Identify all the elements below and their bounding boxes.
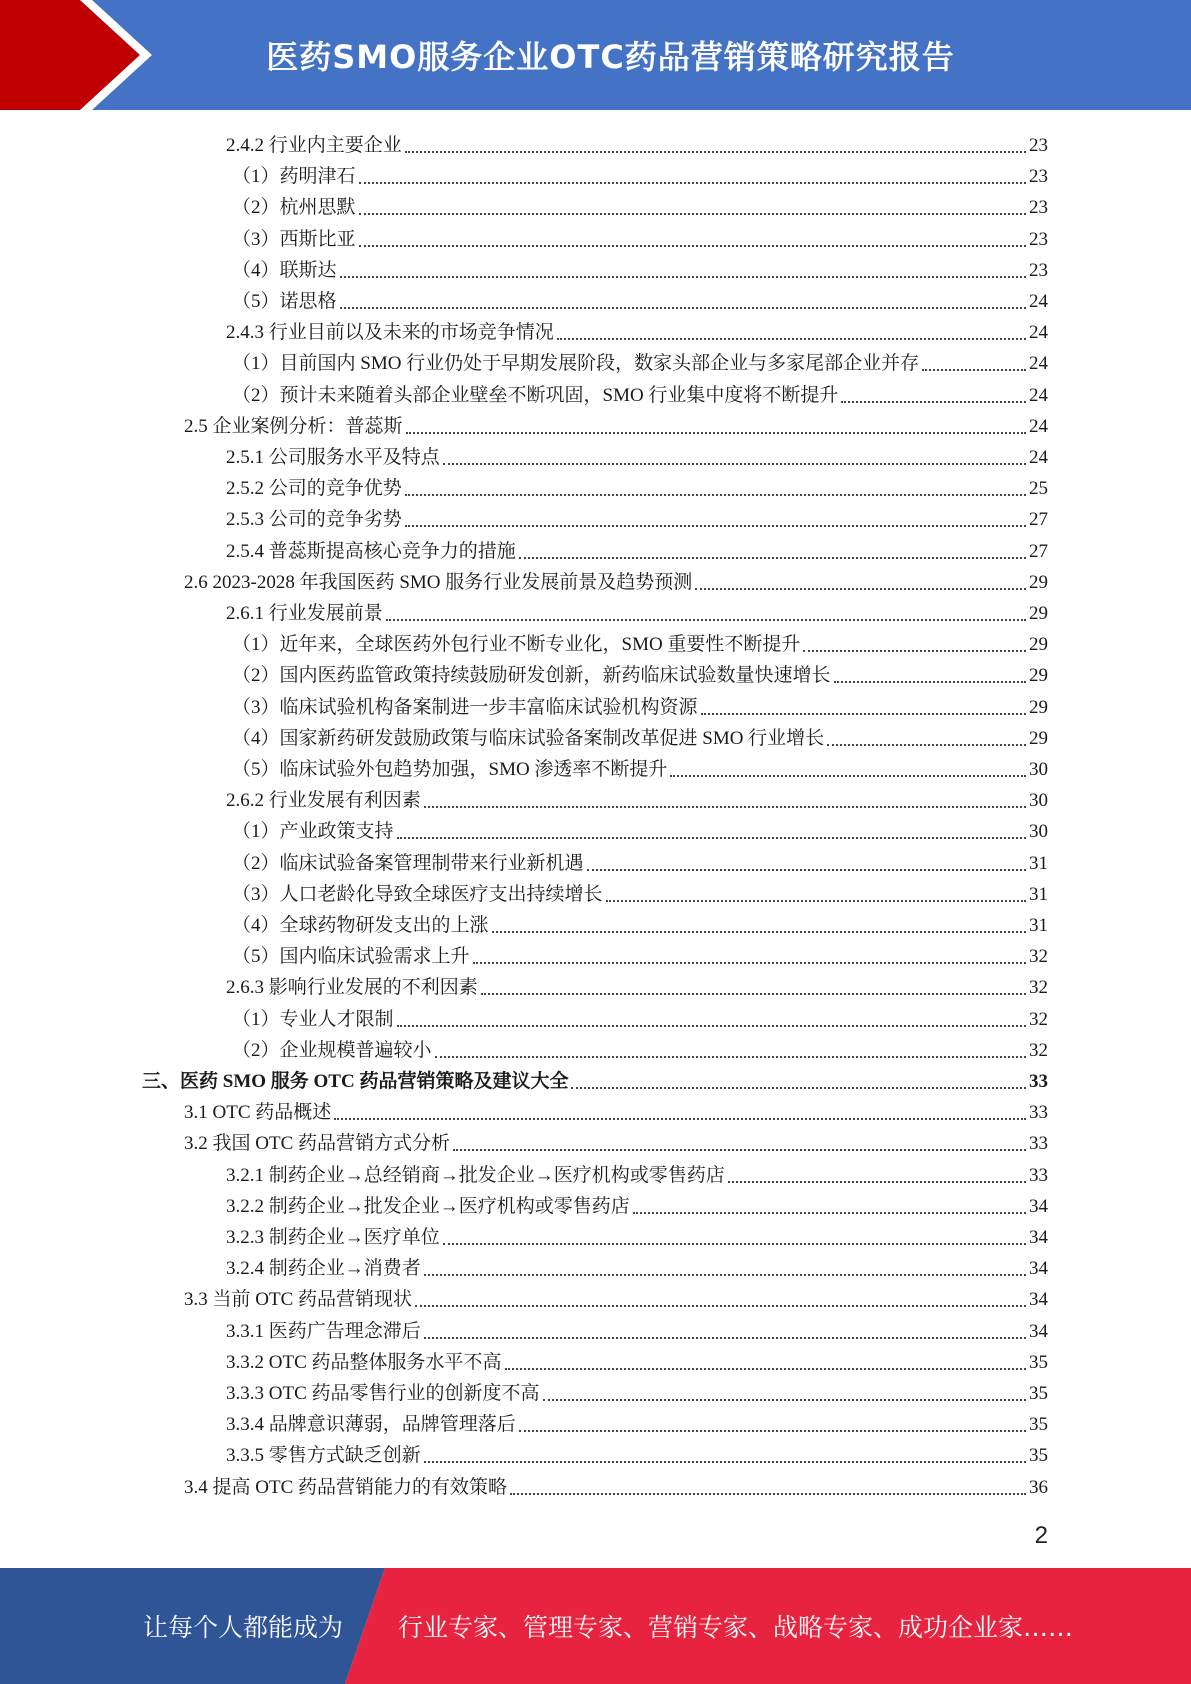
toc-entry-label: 2.5.1 公司服务水平及特点 <box>226 447 440 468</box>
toc-entry-page: 32 <box>1029 977 1048 999</box>
toc-entry[interactable] <box>226 314 1048 345</box>
toc-entry-label: （5）国内临床试验需求上升 <box>232 946 470 968</box>
toc-dot-leader <box>519 543 1026 559</box>
toc-entry[interactable] <box>232 813 1048 844</box>
toc-entry[interactable] <box>184 1125 1048 1156</box>
toc-entry-page: 24 <box>1029 415 1048 437</box>
toc-entry-page: 31 <box>1029 883 1048 905</box>
toc-entry-label: （3）临床试验机构备案制进一步丰富临床试验机构资源 <box>232 696 698 718</box>
toc-entry-label: （5）临床试验外包趋势加强，SMO 渗透率不断提升 <box>232 759 668 780</box>
toc-dot-leader <box>543 1385 1026 1401</box>
toc-dot-leader <box>424 1323 1026 1339</box>
toc-entry-page: 24 <box>1029 447 1048 468</box>
toc-entry-label: 3.3.1 医药广告理念滞后 <box>226 1320 421 1342</box>
toc-entry-label: 三、医药 SMO 服务 OTC 药品营销策略及建议大全 <box>142 1071 569 1092</box>
toc-entry-label: 3.2.1 制药企业→总经销商→批发企业→医疗机构或零售药店 <box>226 1164 725 1186</box>
toc-dot-leader <box>492 917 1026 933</box>
toc-entry[interactable] <box>184 1094 1048 1125</box>
toc-entry[interactable] <box>226 595 1048 626</box>
toc-entry-page: 29 <box>1029 696 1048 718</box>
header-banner <box>0 0 1191 110</box>
toc-entry-label: （3）人口老龄化导致全球医疗支出持续增长 <box>232 883 603 905</box>
toc-dot-leader <box>922 355 1026 371</box>
toc-dot-leader <box>340 293 1026 309</box>
toc-entry-page: 24 <box>1029 322 1048 344</box>
toc-dot-leader <box>481 979 1026 995</box>
toc-entry-label: 3.3.2 OTC 药品整体服务水平不高 <box>226 1351 502 1373</box>
toc-entry-page: 31 <box>1029 915 1048 936</box>
toc-entry-page: 30 <box>1029 790 1048 812</box>
toc-entry-page: 32 <box>1029 1008 1048 1030</box>
toc-entry-label: 3.3.5 零售方式缺乏创新 <box>226 1445 421 1467</box>
toc-entry-page: 35 <box>1029 1414 1048 1436</box>
toc-entry[interactable] <box>232 626 1048 657</box>
toc-entry-page: 29 <box>1029 571 1048 593</box>
toc-entry-page: 23 <box>1029 259 1048 281</box>
toc-entry-label: （3）西斯比亚 <box>232 228 356 250</box>
toc-dot-leader <box>557 324 1026 340</box>
toc-entry-label: 3.2.2 制药企业→批发企业→医疗机构或零售药店 <box>226 1195 630 1217</box>
toc-dot-leader <box>728 1167 1026 1183</box>
toc-entry-label: （2）杭州思默 <box>232 197 356 219</box>
toc-entry[interactable] <box>232 720 1048 751</box>
toc-dot-leader <box>435 1042 1026 1058</box>
toc-entry[interactable] <box>232 689 1048 720</box>
toc-entry-label: （2）临床试验备案管理制带来行业新机遇 <box>232 852 584 874</box>
toc-entry-label: 2.6 2023-2028 年我国医药 SMO 服务行业发展前景及趋势预测 <box>184 571 693 593</box>
toc-entry[interactable] <box>226 1219 1048 1250</box>
toc-entry[interactable] <box>226 969 1048 1000</box>
toc-entry[interactable] <box>232 252 1048 283</box>
toc-entry-label: 2.4.2 行业内主要企业 <box>226 135 402 156</box>
toc-dot-leader <box>571 1073 1026 1089</box>
toc-dot-leader <box>415 1291 1026 1307</box>
toc-entry-page: 34 <box>1029 1258 1048 1280</box>
toc-entry[interactable] <box>232 907 1048 938</box>
toc-entry-label: （5）诺思格 <box>232 291 337 312</box>
toc-entry[interactable] <box>232 345 1048 376</box>
toc-dot-leader <box>587 855 1026 871</box>
toc-entry-page: 25 <box>1029 478 1048 500</box>
footer-slogan-right: 行业专家、管理专家、营销专家、战略专家、成功企业家…… <box>398 1613 1074 1642</box>
toc-entry-page: 24 <box>1029 384 1048 406</box>
toc-dot-leader <box>803 636 1026 652</box>
toc-entry-page: 34 <box>1029 1227 1048 1248</box>
toc-entry[interactable] <box>226 1344 1048 1375</box>
toc-entry[interactable] <box>232 221 1048 252</box>
toc-dot-leader <box>473 948 1026 964</box>
toc-entry-label: 3.2 我国 OTC 药品营销方式分析 <box>184 1133 451 1155</box>
toc-entry-label: 2.6.3 影响行业发展的不利因素 <box>226 977 478 999</box>
toc-entry[interactable] <box>232 1001 1048 1032</box>
toc-entry-page: 36 <box>1029 1476 1048 1498</box>
toc-entry[interactable] <box>232 845 1048 876</box>
toc-entry-page: 29 <box>1029 727 1048 749</box>
toc-entry[interactable] <box>232 158 1048 189</box>
toc-entry-page: 31 <box>1029 852 1048 874</box>
toc-entry[interactable] <box>226 1157 1048 1188</box>
toc-dot-leader <box>606 886 1026 902</box>
toc-entry-page: 35 <box>1029 1351 1048 1373</box>
toc-dot-leader <box>406 418 1026 434</box>
toc-dot-leader <box>510 1479 1026 1495</box>
toc-dot-leader <box>334 1104 1026 1120</box>
toc-entry[interactable] <box>232 377 1048 408</box>
toc-dot-leader <box>519 1416 1026 1432</box>
toc-entry-label: 3.3 当前 OTC 药品营销现状 <box>184 1289 413 1311</box>
toc-entry-label: 2.5.4 普蕊斯提高核心竞争力的措施 <box>226 540 516 562</box>
toc-entry-page: 32 <box>1029 946 1048 968</box>
toc-entry-label: 3.3.3 OTC 药品零售行业的创新度不高 <box>226 1383 540 1404</box>
toc-entry-label: （2）企业规模普遍较小 <box>232 1039 432 1061</box>
toc-dot-leader <box>340 262 1026 278</box>
toc-entry-page: 27 <box>1029 540 1048 562</box>
toc-entry-page: 27 <box>1029 509 1048 531</box>
toc-entry[interactable] <box>232 657 1048 688</box>
toc-entry-page: 33 <box>1029 1133 1048 1155</box>
toc-entry[interactable] <box>232 189 1048 220</box>
toc-dot-leader <box>443 1229 1026 1245</box>
toc-dot-leader <box>505 1354 1026 1370</box>
toc-dot-leader <box>633 1198 1026 1214</box>
toc-entry-page: 34 <box>1029 1195 1048 1217</box>
toc-entry[interactable] <box>142 1063 1048 1094</box>
toc-dot-leader <box>443 449 1026 465</box>
toc-entry-label: 3.4 提高 OTC 药品营销能力的有效策略 <box>184 1476 508 1498</box>
toc-dot-leader <box>359 168 1026 184</box>
toc-entry-label: （1）产业政策支持 <box>232 821 394 843</box>
toc-entry[interactable] <box>226 127 1048 158</box>
toc-entry-label: 2.4.3 行业目前以及未来的市场竞争情况 <box>226 322 554 344</box>
toc-entry-page: 23 <box>1029 197 1048 219</box>
toc-dot-leader <box>405 137 1026 153</box>
toc-entry-page: 33 <box>1029 1164 1048 1186</box>
toc-entry-label: 2.5.2 公司的竞争优势 <box>226 478 402 500</box>
footer-banner <box>0 1568 1191 1684</box>
toc-entry[interactable] <box>184 1469 1048 1500</box>
toc-dot-leader <box>405 511 1026 527</box>
toc-entry-page: 23 <box>1029 166 1048 188</box>
toc-entry-label: 2.5 企业案例分析：普蕊斯 <box>184 415 403 437</box>
toc-entry-label: 2.5.3 公司的竞争劣势 <box>226 509 402 531</box>
toc-entry[interactable] <box>226 1188 1048 1219</box>
toc-dot-leader <box>359 231 1026 247</box>
toc-entry-page: 32 <box>1029 1039 1048 1061</box>
toc-dot-leader <box>695 574 1026 590</box>
toc-entry[interactable] <box>226 1437 1048 1468</box>
toc-entry[interactable] <box>226 782 1048 813</box>
toc-entry[interactable] <box>232 876 1048 907</box>
toc-entry-label: （2）预计未来随着头部企业壁垒不断巩固，SMO 行业集中度将不断提升 <box>232 384 839 406</box>
toc-dot-leader <box>827 730 1026 746</box>
toc-dot-leader <box>670 761 1026 777</box>
toc-entry[interactable] <box>226 470 1048 501</box>
toc-entry-label: （4）国家新药研发鼓励政策与临床试验备案制改革促进 SMO 行业增长 <box>232 727 825 749</box>
toc-entry-page: 35 <box>1029 1445 1048 1467</box>
toc-entry-label: 3.2.4 制药企业→消费者 <box>226 1258 421 1280</box>
toc-entry-page: 29 <box>1029 603 1048 624</box>
toc-entry[interactable] <box>226 1406 1048 1437</box>
toc-entry-label: 3.2.3 制药企业→医疗单位 <box>226 1227 440 1248</box>
toc-entry-label: 3.1 OTC 药品概述 <box>184 1102 332 1124</box>
toc-entry[interactable] <box>226 501 1048 532</box>
toc-entry[interactable] <box>226 533 1048 564</box>
toc-entry-label: （1）近年来，全球医药外包行业不断专业化，SMO 重要性不断提升 <box>232 634 801 656</box>
toc-entry[interactable] <box>226 1375 1048 1406</box>
toc-entry-page: 34 <box>1029 1320 1048 1342</box>
toc-entry[interactable] <box>232 283 1048 314</box>
toc-dot-leader <box>397 1011 1026 1027</box>
toc-entry-label: （1）专业人才限制 <box>232 1008 394 1030</box>
toc-dot-leader <box>834 667 1026 683</box>
toc-dot-leader <box>386 605 1026 621</box>
toc-entry-label: 3.3.4 品牌意识薄弱，品牌管理落后 <box>226 1414 516 1436</box>
toc-dot-leader <box>453 1135 1026 1151</box>
report-title: 医药SMO服务企业OTC药品营销策略研究报告 <box>266 38 955 76</box>
toc-entry[interactable] <box>226 1313 1048 1344</box>
toc-entry-label: （1）药明津石 <box>232 166 356 188</box>
toc-dot-leader <box>424 792 1026 808</box>
toc-dot-leader <box>701 699 1026 715</box>
toc-entry-page: 23 <box>1029 135 1048 156</box>
toc-entry-page: 23 <box>1029 228 1048 250</box>
toc-entry-page: 24 <box>1029 353 1048 375</box>
toc-entry[interactable] <box>226 439 1048 470</box>
toc-entry[interactable] <box>226 1250 1048 1281</box>
toc-entry[interactable] <box>232 751 1048 782</box>
toc-dot-leader <box>424 1447 1026 1463</box>
toc-entry[interactable] <box>232 1032 1048 1063</box>
toc-entry-label: 2.6.1 行业发展前景 <box>226 603 383 624</box>
toc-dot-leader <box>405 480 1026 496</box>
toc-entry[interactable] <box>184 564 1048 595</box>
toc-entry-page: 24 <box>1029 291 1048 312</box>
toc-entry-page: 30 <box>1029 821 1048 843</box>
toc-dot-leader <box>359 199 1026 215</box>
page-number: 2 <box>1034 1522 1048 1549</box>
toc-entry[interactable] <box>184 1281 1048 1312</box>
toc-entry-page: 33 <box>1029 1071 1048 1092</box>
toc-dot-leader <box>841 387 1026 403</box>
toc-entry-label: 2.6.2 行业发展有利因素 <box>226 790 421 812</box>
toc-dot-leader <box>397 823 1026 839</box>
toc-entry-label: （4）联斯达 <box>232 259 337 281</box>
toc-entry-page: 34 <box>1029 1289 1048 1311</box>
toc-entry-page: 35 <box>1029 1383 1048 1404</box>
toc-entry-page: 30 <box>1029 759 1048 780</box>
toc-entry-page: 33 <box>1029 1102 1048 1124</box>
toc-entry-label: （2）国内医药监管政策持续鼓励研发创新，新药临床试验数量快速增长 <box>232 665 831 687</box>
toc-entry[interactable] <box>184 408 1048 439</box>
toc-entry[interactable] <box>232 938 1048 969</box>
footer-slogan-left: 让每个人都能成为 <box>143 1613 344 1642</box>
toc-entry-label: （4）全球药物研发支出的上涨 <box>232 915 489 936</box>
toc-entry-page: 29 <box>1029 665 1048 687</box>
toc-entry-label: （1）目前国内 SMO 行业仍处于早期发展阶段，数家头部企业与多家尾部企业并存 <box>232 353 920 375</box>
toc-dot-leader <box>424 1260 1026 1276</box>
toc-entry-page: 29 <box>1029 634 1048 656</box>
